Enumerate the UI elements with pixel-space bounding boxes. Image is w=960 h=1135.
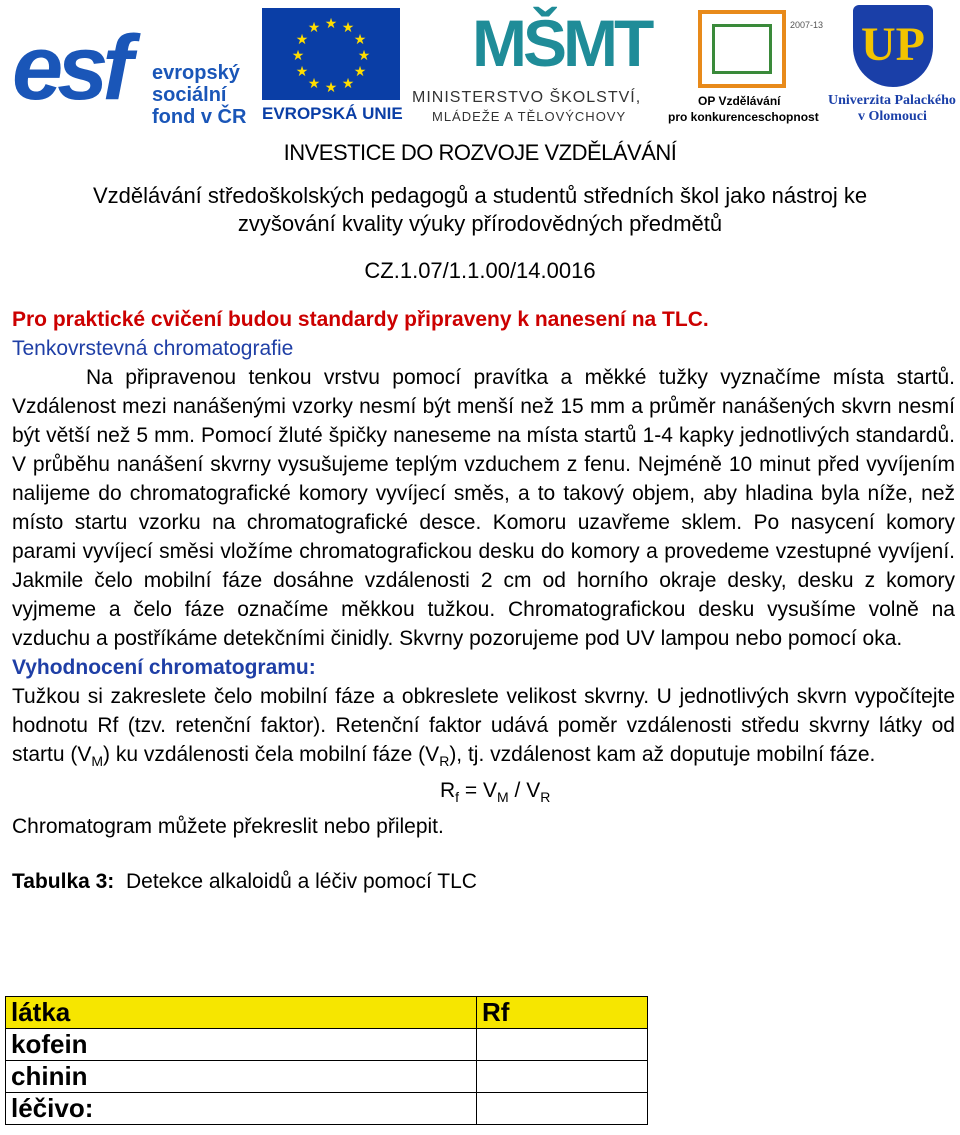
svg-text:★: ★ xyxy=(295,64,309,80)
project-code: CZ.1.07/1.1.00/14.0016 xyxy=(364,258,596,283)
msmt-line2: MLÁDEŽE A TĚLOVÝCHOVY xyxy=(432,109,627,124)
tlc-title: Tenkovrstevná chromatografie xyxy=(12,337,294,360)
table-cell: chinin xyxy=(6,1061,477,1093)
project-title xyxy=(0,182,960,238)
svg-text:★: ★ xyxy=(295,32,309,48)
table-caption-text: Detekce alkaloidů a léčiv pomocí TLC xyxy=(114,870,477,894)
esf-logo xyxy=(12,10,262,128)
svg-text:★: ★ xyxy=(307,76,321,92)
table-caption-label: Tabulka 3: xyxy=(12,870,115,894)
svg-text:★: ★ xyxy=(353,64,367,80)
subscript-m: M xyxy=(91,753,104,770)
investice-heading: INVESTICE DO ROZVOJE VZDĚLÁVÁNÍ xyxy=(283,140,677,165)
msmt-line1: MINISTERSTVO ŠKOLSTVÍ, xyxy=(412,89,642,106)
redraw-note: Chromatogram můžete překreslit nebo přilepit. xyxy=(12,815,444,839)
upol-logo xyxy=(828,5,960,125)
svg-text:★: ★ xyxy=(307,20,321,36)
table-cell: léčivo: xyxy=(6,1093,477,1125)
formula-part: = V xyxy=(459,779,498,803)
svg-text:★: ★ xyxy=(341,20,355,36)
logo-bar xyxy=(0,0,960,130)
table-row xyxy=(6,1061,648,1093)
svg-text:★: ★ xyxy=(357,48,371,64)
svg-text:★: ★ xyxy=(324,80,338,96)
svg-text:★: ★ xyxy=(291,48,305,64)
table-cell-rf[interactable] xyxy=(477,1093,648,1125)
eu-flag-icon xyxy=(262,8,400,100)
esf-text xyxy=(152,62,246,128)
evaluation-text: ), tj. vzdálenost kam až doputuje mobilní fáze. xyxy=(449,743,876,766)
evaluation-title: Vyhodnocení chromatogramu: xyxy=(12,656,316,679)
op-line2: pro konkurenceschopnost xyxy=(668,110,819,124)
table-header-row xyxy=(6,997,648,1029)
formula-part: / V xyxy=(508,779,541,803)
table-caption xyxy=(12,867,955,896)
esf-text-line: fond v ČR xyxy=(152,106,247,128)
eu-logo xyxy=(262,8,402,123)
table-row xyxy=(6,1093,648,1125)
evaluation-text: ) ku vzdálenosti čela mobilní fáze (V xyxy=(103,743,440,766)
eu-caption: EVROPSKÁ UNIE xyxy=(262,104,403,123)
table-header-cell: látka xyxy=(6,997,477,1029)
table-header-cell: Rf xyxy=(477,997,648,1029)
evaluation-text: Tužkou si zakreslete čelo mobilní fáze a obkreslete velikost skvrny. U jednotlivých skvrn vypočítejte hodnotu Rf (tzv. retenční faktor). Retenční faktor udává poměr vzdálenosti středu skvrny látky od startu (V xyxy=(12,685,955,766)
op-box-icon xyxy=(698,10,786,88)
formula-sub: R xyxy=(540,789,551,806)
upol-line2: v Olomouci xyxy=(858,109,927,124)
op-year: 2007-13 xyxy=(790,20,824,30)
msmt-logo xyxy=(412,5,662,125)
rf-formula xyxy=(12,776,955,812)
table-cell-rf[interactable] xyxy=(477,1029,648,1061)
formula-part: R xyxy=(440,779,456,803)
subscript-r: R xyxy=(439,753,450,770)
tlc-paragraph: Na připravenou tenkou vrstvu pomocí pravítka a měkké tužky vyznačíme místa startů. Vzdálenost mezi nanášenými vzorky nesmí být menší než 15 mm a průměr nanášených skvrn nesmí být větší než 5 mm. Pomocí žluté špičky naneseme na místa startů 1-4 kapky jednotlivých standardů. V průběhu nanášení skvrny vysušujeme teplým vzduchem z fenu. Nejméně 10 minut před vyvíjením nalijeme do chromatografické komory vyvíjecí směs, a to takový objem, aby hladina byla níže, než místo startu vzorku na chromatografické desce. Komoru uzavřeme sklem. Po nasycení komory parami vyvíjecí směsi vložíme chromatografickou desku do komory a provedeme vzestupné vyvíjení. Jakmile čelo mobilní fáze dosáhne vzdálenosti 2 cm od horního okraje desky, desku z komory vyjmeme a čelo fáze označíme měkkou tužkou. Chromatografickou desku vysušíme volně na vzduchu a postříkáme detekčními činidly. Skvrny pozorujeme pod UV lampou nebo pomocí oka. xyxy=(12,366,955,650)
esf-mark: esf xyxy=(12,17,127,119)
table-cell-rf[interactable] xyxy=(477,1061,648,1093)
project-title-line: zvyšování kvality výuky přírodovědných předmětů xyxy=(237,211,723,236)
svg-text:★: ★ xyxy=(324,16,338,32)
document-body xyxy=(12,305,955,896)
formula-sub: M xyxy=(497,789,509,806)
table-row xyxy=(6,1029,648,1061)
formula-sub: f xyxy=(455,789,460,806)
evaluation-paragraph xyxy=(12,682,955,776)
upol-line1: Univerzita Palackého xyxy=(828,93,956,108)
table-cell: kofein xyxy=(6,1029,477,1061)
upol-shield-icon: UP xyxy=(853,5,933,87)
project-title-line: Vzdělávání středoškolských pedagogů a studentů středních škol jako nástroj ke xyxy=(92,183,868,208)
msmt-mark: MŠMT xyxy=(472,6,651,80)
esf-text-line: evropský xyxy=(152,62,240,84)
standards-title: Pro praktické cvičení budou standardy připraveny k nanesení na TLC. xyxy=(12,308,709,331)
svg-text:★: ★ xyxy=(353,32,367,48)
op-line1: OP Vzdělávání xyxy=(698,94,781,108)
esf-text-line: sociální xyxy=(152,84,227,106)
svg-text:★: ★ xyxy=(341,76,355,92)
results-table xyxy=(5,996,648,1125)
op-logo xyxy=(668,10,828,125)
